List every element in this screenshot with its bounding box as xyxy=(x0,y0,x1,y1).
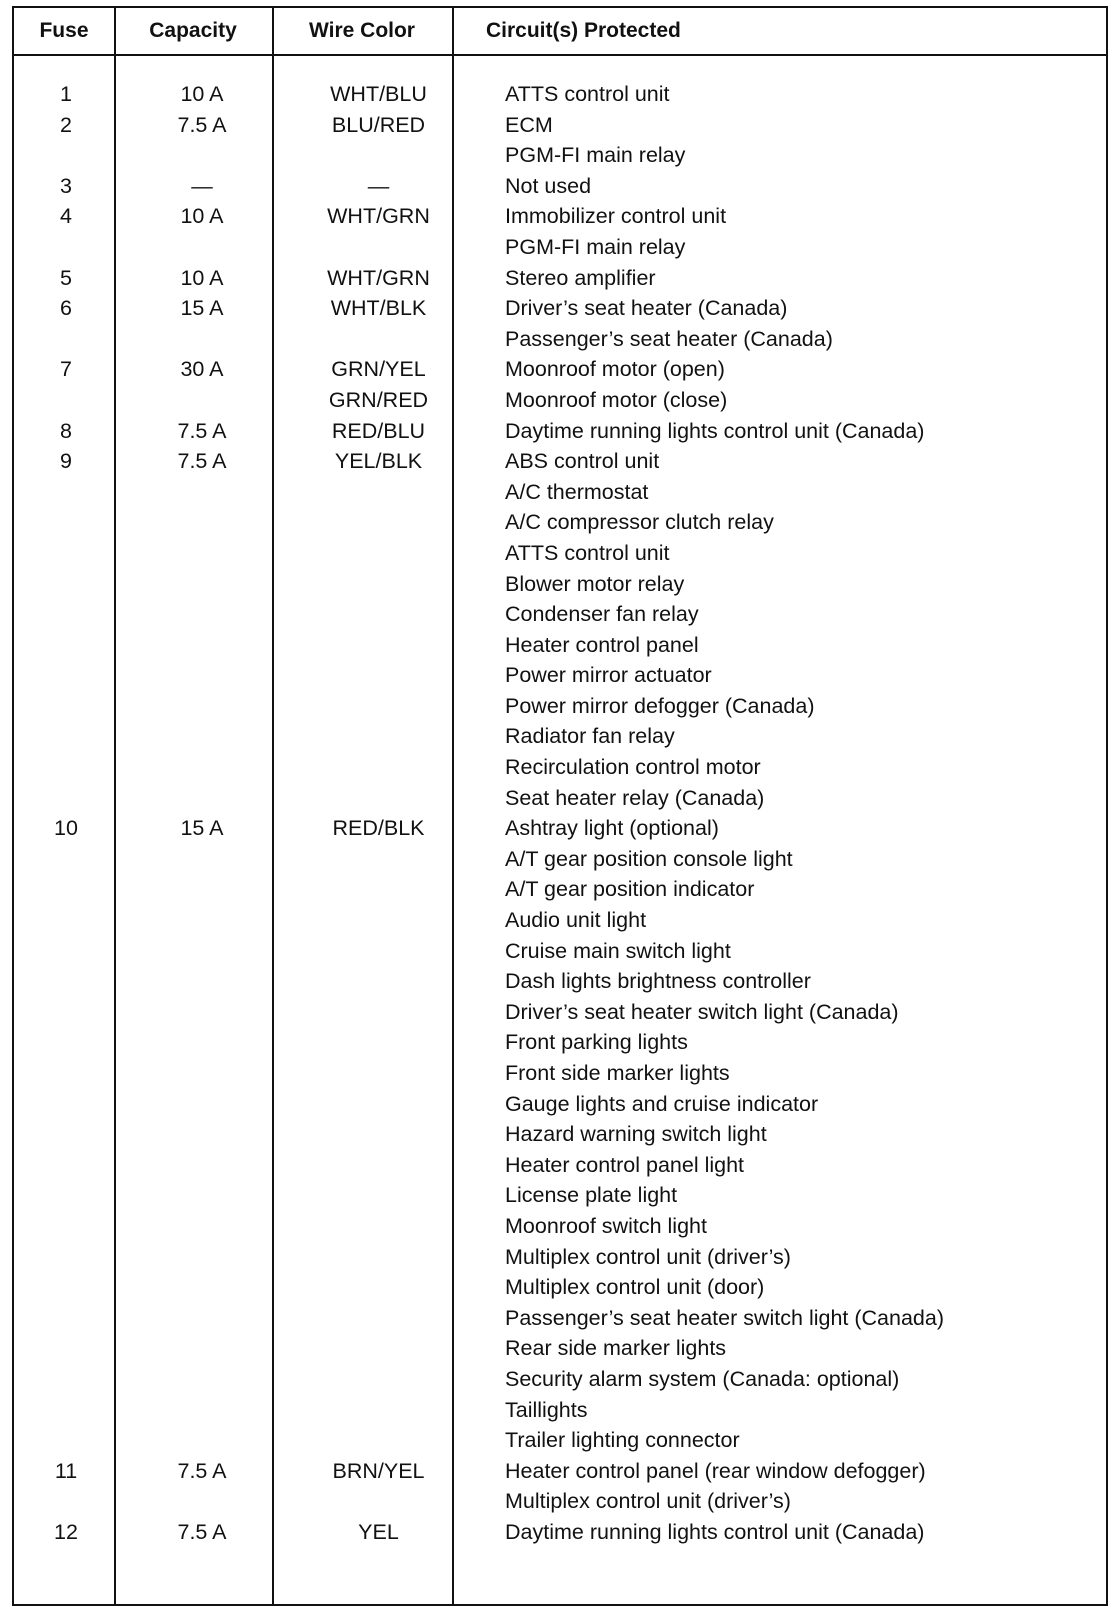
circuit-cell: A/C thermostat xyxy=(505,479,649,504)
circuit-cell: Immobilizer control unit xyxy=(505,204,727,229)
circuit-cell: Power mirror defogger (Canada) xyxy=(505,693,815,718)
capacity-cell: — xyxy=(191,173,213,198)
fuse-cell: 3 xyxy=(60,173,72,198)
capacity-cell: 10 A xyxy=(180,265,224,290)
circuit-cell: ABS control unit xyxy=(505,449,660,474)
circuit-cell: Blower motor relay xyxy=(505,571,685,596)
table-row xyxy=(14,416,1106,447)
table-row xyxy=(14,1364,1106,1395)
circuit-cell: Front parking lights xyxy=(505,1030,688,1055)
table-row xyxy=(14,630,1106,661)
circuit-cell: Condenser fan relay xyxy=(505,602,699,627)
table-row xyxy=(14,201,1106,232)
table-row xyxy=(14,844,1106,875)
capacity-cell: 15 A xyxy=(180,296,224,321)
circuit-cell: Radiator fan relay xyxy=(505,724,675,749)
circuit-cell: Front side marker lights xyxy=(505,1061,730,1085)
wire-color-cell: RED/BLU xyxy=(331,418,426,443)
capacity-cell: 7.5 A xyxy=(177,449,227,474)
capacity-cell: 30 A xyxy=(180,357,224,382)
circuit-cell: Driver’s seat heater switch light (Canada) xyxy=(505,999,899,1024)
wire-color-cell: WHT/GRN xyxy=(327,204,430,229)
table-row xyxy=(14,691,1106,722)
header-circuits: Circuit(s) Protected xyxy=(486,19,681,42)
table-row xyxy=(14,1150,1106,1181)
table-header xyxy=(14,8,1106,54)
table-row xyxy=(14,232,1106,263)
table-row xyxy=(14,477,1106,508)
table-row xyxy=(14,752,1106,783)
table-row xyxy=(14,1303,1106,1334)
table-row xyxy=(14,1119,1106,1150)
fuse-cell: 6 xyxy=(60,296,72,321)
table-row xyxy=(14,446,1106,477)
table-row xyxy=(14,324,1106,355)
circuit-cell: A/T gear position console light xyxy=(505,846,793,871)
table-row xyxy=(14,1089,1106,1120)
capacity-cell: 7.5 A xyxy=(177,418,227,443)
circuit-cell: Daytime running lights control unit (Canada) xyxy=(505,418,925,443)
circuit-cell: Taillights xyxy=(505,1397,588,1422)
header-fuse: Fuse xyxy=(39,19,89,42)
circuit-cell: Power mirror actuator xyxy=(505,663,712,688)
wire-color-cell: BLU/RED xyxy=(331,112,426,137)
circuit-cell: ATTS control unit xyxy=(505,82,670,106)
table-row xyxy=(14,966,1106,997)
header-capacity: Capacity xyxy=(149,19,237,42)
table-row xyxy=(14,385,1106,416)
table-row xyxy=(14,1242,1106,1273)
circuit-cell: Moonroof switch light xyxy=(505,1213,707,1238)
circuit-cell: Multiplex control unit (door) xyxy=(505,1275,765,1300)
table-row xyxy=(14,660,1106,691)
capacity-cell: 10 A xyxy=(180,204,224,229)
fuse-cell: 4 xyxy=(60,204,72,229)
circuit-cell: ATTS control unit xyxy=(505,540,670,565)
fuse-cell: 7 xyxy=(60,357,72,382)
wire-color-cell: WHT/BLK xyxy=(330,296,427,321)
circuit-cell: ECM xyxy=(505,112,553,137)
wire-color-cell: BRN/YEL xyxy=(332,1458,425,1483)
wire-color-cell: RED/BLK xyxy=(332,816,425,841)
wire-color-cell: YEL xyxy=(358,1519,399,1544)
circuit-cell: Daytime running lights control unit (Canada) xyxy=(505,1519,925,1544)
wire-color-cell: GRN/RED xyxy=(328,387,429,412)
table-body xyxy=(14,79,1106,1548)
table-row xyxy=(14,1425,1106,1456)
circuit-cell: Rear side marker lights xyxy=(505,1336,727,1361)
wire-color-cell: — xyxy=(367,173,390,198)
circuit-cell: Seat heater relay (Canada) xyxy=(505,785,765,810)
capacity-cell: 7.5 A xyxy=(177,112,227,137)
circuit-cell: Hazard warning switch light xyxy=(505,1122,767,1147)
circuit-cell: Multiplex control unit (driver’s) xyxy=(505,1489,791,1514)
table-row xyxy=(14,1027,1106,1058)
fuse-cell: 12 xyxy=(54,1519,78,1544)
wire-color-cell: GRN/YEL xyxy=(331,357,426,382)
table-row xyxy=(14,1272,1106,1303)
fuse-cell: 9 xyxy=(60,449,72,474)
table-row xyxy=(14,1456,1106,1487)
table-row xyxy=(14,507,1106,538)
table-row xyxy=(14,1211,1106,1242)
circuit-cell: Stereo amplifier xyxy=(505,265,656,290)
table-row xyxy=(14,997,1106,1028)
table-row xyxy=(14,599,1106,630)
circuit-cell: Passenger’s seat heater switch light (Canada) xyxy=(505,1305,944,1330)
header-divider xyxy=(14,54,1106,56)
table-row xyxy=(14,1517,1106,1548)
table-row xyxy=(14,1333,1106,1364)
wire-color-cell: WHT/BLU xyxy=(330,82,427,106)
table-row xyxy=(14,79,1106,110)
table-row xyxy=(14,354,1106,385)
capacity-cell: 10 A xyxy=(180,82,224,106)
circuit-cell: Trailer lighting connector xyxy=(505,1428,740,1453)
circuit-cell: Gauge lights and cruise indicator xyxy=(505,1091,819,1116)
table-row xyxy=(14,1180,1106,1211)
capacity-cell: 15 A xyxy=(180,816,224,841)
circuit-cell: Moonroof motor (open) xyxy=(505,357,725,382)
fuse-cell: 8 xyxy=(60,418,72,443)
table-row xyxy=(14,171,1106,202)
table-row xyxy=(14,140,1106,171)
circuit-cell: A/C compressor clutch relay xyxy=(505,510,774,535)
table-row xyxy=(14,936,1106,967)
circuit-cell: Audio unit light xyxy=(505,908,647,933)
table-row xyxy=(14,905,1106,936)
fuse-table xyxy=(12,6,1108,1606)
table-row xyxy=(14,1058,1106,1089)
wire-color-cell: YEL/BLK xyxy=(334,449,423,474)
fuse-cell: 5 xyxy=(60,265,72,290)
circuit-cell: Heater control panel light xyxy=(505,1152,745,1177)
circuit-cell: Recirculation control motor xyxy=(505,755,761,780)
circuit-cell: Heater control panel xyxy=(505,632,699,657)
circuit-cell: Driver’s seat heater (Canada) xyxy=(505,296,788,321)
fuse-cell: 1 xyxy=(60,82,72,106)
circuit-cell: Passenger’s seat heater (Canada) xyxy=(505,326,833,351)
table-row xyxy=(14,110,1106,141)
circuit-cell: Multiplex control unit (driver’s) xyxy=(505,1244,791,1269)
fuse-cell: 2 xyxy=(60,112,72,137)
capacity-cell: 7.5 A xyxy=(177,1458,227,1483)
circuit-cell: A/T gear position indicator xyxy=(505,877,755,902)
circuit-cell: Heater control panel (rear window defogger) xyxy=(505,1458,926,1483)
fuse-cell: 11 xyxy=(54,1458,78,1483)
table-row xyxy=(14,1395,1106,1426)
circuit-cell: Dash lights brightness controller xyxy=(505,969,811,994)
circuit-cell: Security alarm system (Canada: optional) xyxy=(505,1366,900,1391)
table-row xyxy=(14,874,1106,905)
fuse-cell: 10 xyxy=(54,816,78,841)
table-row xyxy=(14,263,1106,294)
table-row xyxy=(14,813,1106,844)
table-row xyxy=(14,783,1106,814)
capacity-cell: 7.5 A xyxy=(177,1519,227,1544)
header-wire-color: Wire Color xyxy=(309,19,415,42)
circuit-cell: PGM-FI main relay xyxy=(505,143,686,168)
circuit-cell: Ashtray light (optional) xyxy=(505,816,719,841)
table-row xyxy=(14,569,1106,600)
circuit-cell: Cruise main switch light xyxy=(505,938,731,963)
wire-color-cell: WHT/GRN xyxy=(327,265,430,290)
circuit-cell: Moonroof motor (close) xyxy=(505,387,728,412)
table-row xyxy=(14,293,1106,324)
circuit-cell: PGM-FI main relay xyxy=(505,234,686,259)
table-row xyxy=(14,1486,1106,1517)
table-row xyxy=(14,538,1106,569)
circuit-cell: Not used xyxy=(505,173,592,198)
circuit-cell: License plate light xyxy=(505,1183,678,1208)
table-row xyxy=(14,721,1106,752)
